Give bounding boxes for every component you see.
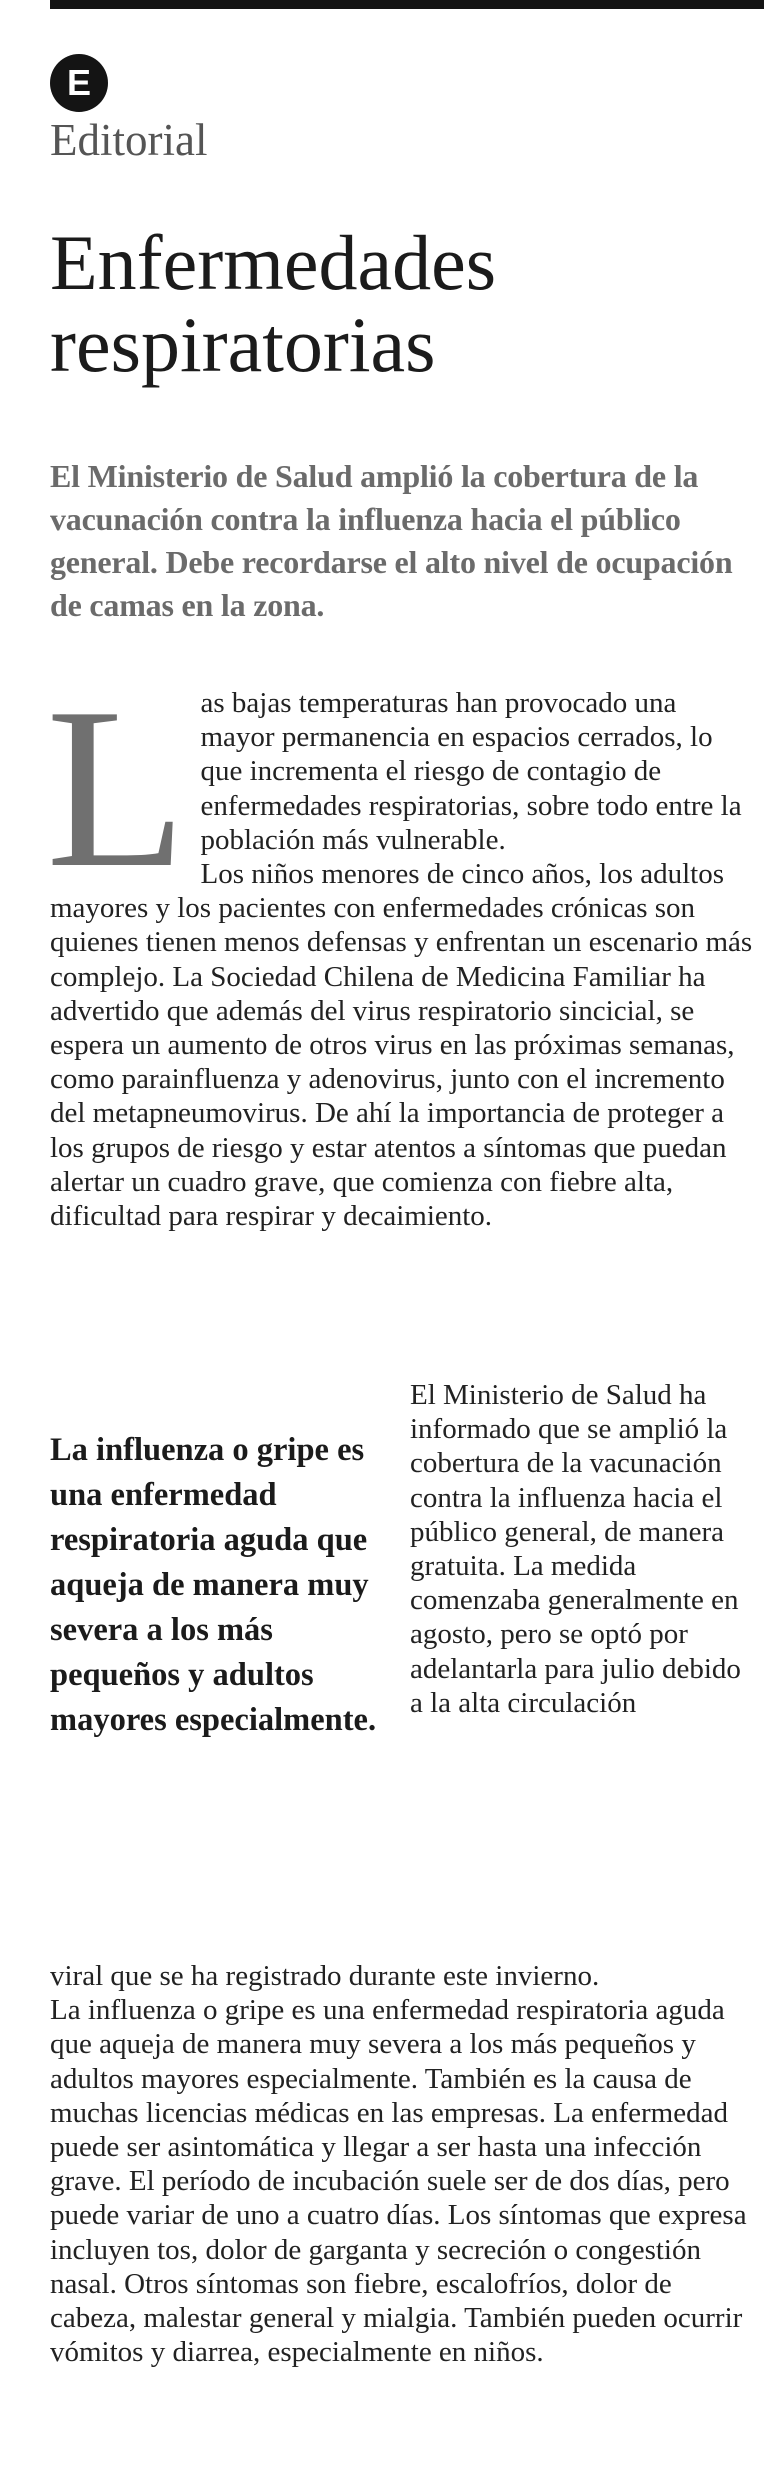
paragraph-3-end: viral que se ha registrado durante este invierno. [50, 1960, 600, 1992]
paragraph-2: Los niños menores de cinco años, los adultos mayores y los pacientes con enfermedades crónicas son quienes tienen menos defensas y enfrentan un escenario más complejo. La Sociedad Chilena de Medicina Familiar ha advertido que además del virus respiratorio sincicial, se espera un aumento de otros virus en las próximas semanas, como parainfluenza y adenovirus, junto con el incremento del metapneumovirus. De ahí la importancia de proteger a los grupos de riesgo y estar atentos a síntomas que puedan alertar un cuadro grave, que comienza con fiebre alta, dificultad para respirar y decaimiento. [50, 858, 753, 1233]
standfirst: El Ministerio de Salud amplió la cobertura de la vacunación contra la influenza hacia el público general. Debe recordarse el alto nivel de ocupación de camas en la zona. [50, 458, 733, 623]
article-tail [50, 1959, 755, 2369]
drop-cap: L [46, 660, 187, 915]
headline: Enfermedades respiratorias [50, 219, 497, 388]
section-badge: E [50, 54, 108, 112]
paragraph-1: as bajas temperaturas han provocado una mayor permanencia en espacios cerrados, lo que incrementa el riesgo de contagio de enfermedades respiratorias, sobre todo entre la población más vulnerable. [200, 687, 742, 856]
top-rule [50, 0, 764, 9]
paragraph-4: La influenza o gripe es una enfermedad respiratoria aguda que aqueja de manera muy severa a los más pequeños y adultos mayores especialmente. También es la causa de muchas licencias médicas en las empresas. La enfermedad puede ser asintomática y llegar a ser hasta una infección grave. El período de incubación suele ser de dos días, pero puede variar de uno a cuatro días. Los síntomas que expresa incluyen tos, dolor de garganta y secreción o congestión nasal. Otros síntomas son fiebre, escalofríos, dolor de cabeza, malestar general y mialgia. También pueden ocurrir vómitos y diarrea, especialmente en niños. [50, 1994, 747, 2369]
section-label: Editorial [50, 115, 208, 165]
pull-quote: La influenza o gripe es una enfermedad respiratoria aguda que aqueja de manera muy severa a los más pequeños y adultos mayores especialmente. [50, 1432, 377, 1738]
paragraph-3: El Ministerio de Salud ha informado que se amplió la cobertura de la vacunación contra la influenza hacia el público general, de manera gratuita. La medida comenzaba generalmente en agosto, pero se optó por adelantarla para julio debido a la alta circulación [410, 1379, 741, 1719]
side-column [410, 1378, 755, 1720]
article-intro [46, 660, 755, 1233]
